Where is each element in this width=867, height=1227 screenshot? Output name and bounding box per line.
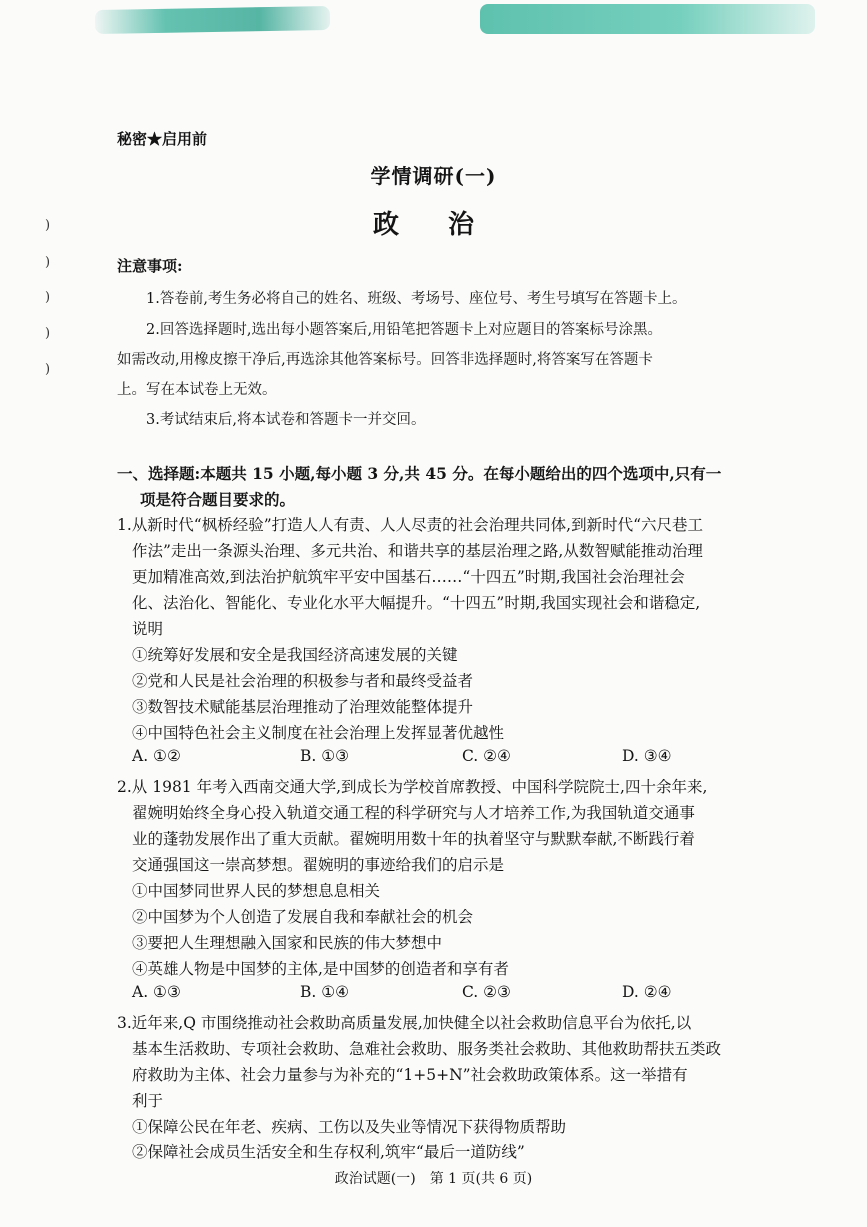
section-heading: 一、选择题:本题共 15 小题,每小题 3 分,共 45 分。在每小题给出的四个选项中,只有一 xyxy=(117,464,722,483)
page-footer: 政治试题(一) 第 1 页(共 6 页) xyxy=(334,1171,533,1187)
question-2-statement: ③要把人生理想融入国家和民族的伟大梦想中 xyxy=(132,934,443,952)
binding-mark: ) xyxy=(45,326,51,341)
question-2-line: 业的蓬勃发展作出了重大贡献。翟婉明用数十年的执着坚守与默默奉献,不断践行着 xyxy=(132,830,695,848)
question-1-statement: ①统筹好发展和安全是我国经济高速发展的关键 xyxy=(132,646,458,664)
question-2-option-c: C. ②③ xyxy=(462,983,511,1001)
question-1-statement: ②党和人民是社会治理的积极参与者和最终受益者 xyxy=(132,672,474,690)
question-2-statement: ①中国梦同世界人民的梦想息息相关 xyxy=(132,882,381,900)
confidential-label: 秘密★启用前 xyxy=(117,130,208,148)
question-1-line: 更加精准高效,到法治护航筑牢平安中国基石……“十四五”时期,我国社会治理社会 xyxy=(132,568,685,586)
question-1-option-d: D. ③④ xyxy=(622,747,672,765)
question-3-line: 府救助为主体、社会力量参与为补充的“1+5+N”社会救助政策体系。这一举措有 xyxy=(132,1066,688,1084)
note-line: 上。写在本试卷上无效。 xyxy=(117,382,277,398)
question-1-line: 说明 xyxy=(132,620,164,638)
tape-strip-right xyxy=(480,4,815,34)
binding-mark: ) xyxy=(45,362,51,377)
note-line: 2.回答选择题时,选出每小题答案后,用铅笔把答题卡上对应题目的答案标号涂黑。 xyxy=(146,322,663,338)
question-1-option-a: A. ①② xyxy=(132,747,181,765)
question-1-line: 作法”走出一条源头治理、多元共治、和谐共享的基层治理之路,从数智赋能推动治理 xyxy=(132,542,703,560)
binding-mark: ) xyxy=(45,218,51,233)
question-3-line: 利于 xyxy=(132,1092,164,1110)
question-2-option-b: B. ①④ xyxy=(300,983,350,1001)
question-2-line: 交通强国这一崇高梦想。翟婉明的事迹给我们的启示是 xyxy=(132,856,505,874)
binding-mark: ) xyxy=(45,290,51,305)
question-1-line: 1.从新时代“枫桥经验”打造人人有责、人人尽责的社会治理共同体,到新时代“六尺巷工 xyxy=(117,516,703,534)
subject-title: 政 治 xyxy=(372,210,495,240)
binding-mark: ) xyxy=(45,255,51,270)
section-heading-cont: 项是符合题目要求的。 xyxy=(140,490,296,509)
question-1-statement: ④中国特色社会主义制度在社会治理上发挥显著优越性 xyxy=(132,724,505,742)
question-3-statement: ②保障社会成员生活安全和生存权利,筑牢“最后一道防线” xyxy=(132,1143,525,1161)
question-2-line: 翟婉明始终全身心投入轨道交通工程的科学研究与人才培养工作,为我国轨道交通事 xyxy=(132,804,695,822)
question-1-statement: ③数智技术赋能基层治理推动了治理效能整体提升 xyxy=(132,698,474,716)
question-3-line: 基本生活救助、专项社会救助、急难社会救助、服务类社会救助、其他救助帮扶五类政 xyxy=(132,1040,722,1058)
note-line: 如需改动,用橡皮擦干净后,再选涂其他答案标号。回答非选择题时,将答案写在答题卡 xyxy=(117,352,653,368)
notes-heading: 注意事项: xyxy=(117,257,183,275)
tape-strip-left xyxy=(95,6,330,34)
question-3-statement: ①保障公民在年老、疾病、工伤以及失业等情况下获得物质帮助 xyxy=(132,1118,567,1136)
question-2-statement: ④英雄人物是中国梦的主体,是中国梦的创造者和享有者 xyxy=(132,960,509,978)
question-1-option-b: B. ①③ xyxy=(300,747,350,765)
question-2-option-a: A. ①③ xyxy=(132,983,181,1001)
note-line: 1.答卷前,考生务必将自己的姓名、班级、考场号、座位号、考生号填写在答题卡上。 xyxy=(146,291,687,307)
exam-title: 学情调研(一) xyxy=(370,164,497,188)
question-2-statement: ②中国梦为个人创造了发展自我和奉献社会的机会 xyxy=(132,908,474,926)
question-1-option-c: C. ②④ xyxy=(462,747,511,765)
question-3-line: 3.近年来,Q 市围绕推动社会救助高质量发展,加快健全以社会救助信息平台为依托,以 xyxy=(117,1014,692,1032)
question-2-option-d: D. ②④ xyxy=(622,983,672,1001)
note-line: 3.考试结束后,将本试卷和答题卡一并交回。 xyxy=(146,412,426,428)
question-2-line: 2.从 1981 年考入西南交通大学,到成长为学校首席教授、中国科学院院士,四十余年来, xyxy=(117,778,708,796)
question-1-line: 化、法治化、智能化、专业化水平大幅提升。“十四五”时期,我国实现社会和谐稳定, xyxy=(132,594,701,612)
